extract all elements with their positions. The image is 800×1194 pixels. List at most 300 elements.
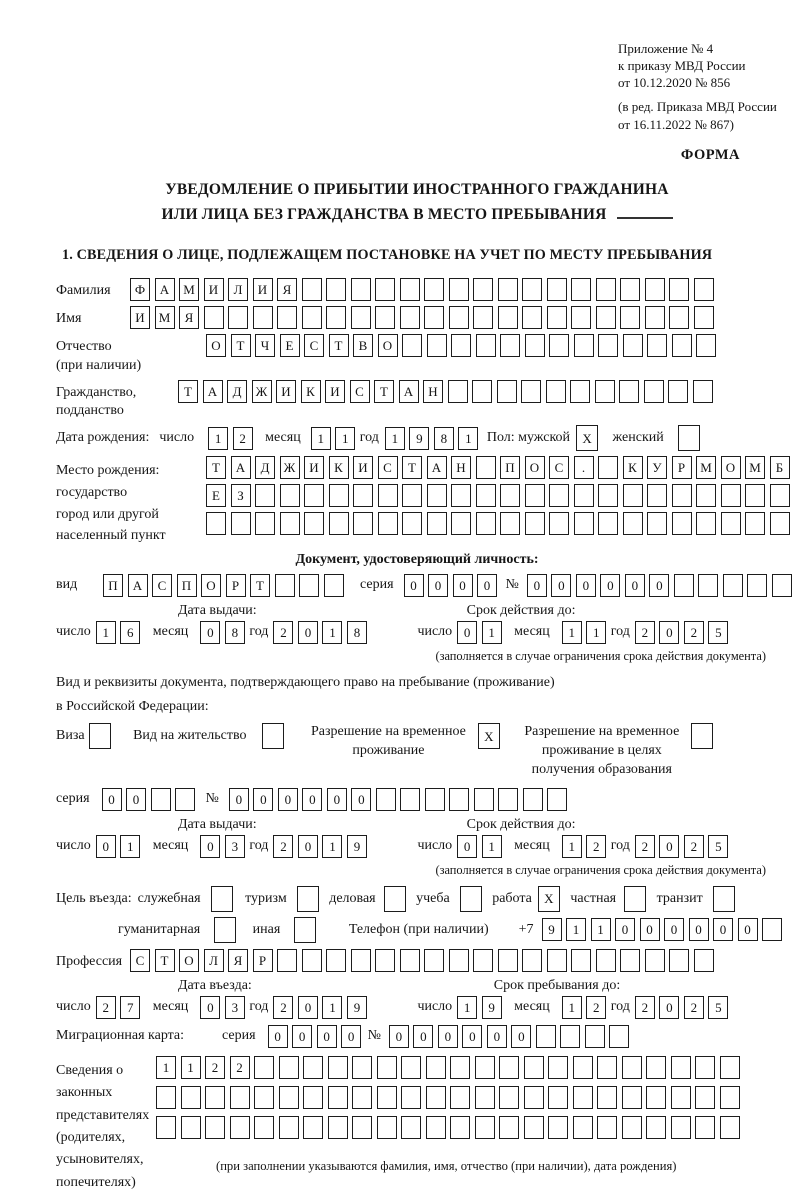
doc-type-cell[interactable]: А [128, 574, 148, 597]
doc-issue-year-cell[interactable]: 0 [298, 621, 318, 644]
representatives-cell[interactable] [352, 1086, 372, 1109]
doc-issue-year-cell[interactable]: 2 [273, 621, 293, 644]
surname-cell[interactable]: Я [277, 278, 297, 301]
birthplace-cell[interactable] [721, 512, 741, 535]
surname-cell[interactable] [571, 278, 591, 301]
birthplace-cell[interactable]: Р [672, 456, 692, 479]
patronymic-cell[interactable] [476, 334, 496, 357]
residence-number-cell[interactable] [498, 788, 518, 811]
birthplace-cell[interactable] [696, 512, 716, 535]
phone-cell[interactable]: 9 [542, 918, 562, 941]
surname-cell[interactable] [547, 278, 567, 301]
doc-type-cell[interactable]: П [177, 574, 197, 597]
doc-issue-year-cell[interactable]: 8 [347, 621, 367, 644]
temp-residence-cell[interactable]: X [478, 723, 500, 749]
citizenship-cell[interactable]: Ж [252, 380, 272, 403]
birthplace-cell[interactable]: А [427, 456, 447, 479]
representatives-cell[interactable] [573, 1086, 593, 1109]
name-cell[interactable] [351, 306, 371, 329]
birthplace-cell[interactable]: М [696, 456, 716, 479]
migration-series-cell[interactable]: 0 [317, 1025, 337, 1048]
surname-cell[interactable]: М [179, 278, 199, 301]
patronymic-cell[interactable] [623, 334, 643, 357]
birthplace-cell[interactable] [476, 456, 496, 479]
citizenship-cell[interactable] [497, 380, 517, 403]
patronymic-cell[interactable] [500, 334, 520, 357]
residence-series-cell[interactable]: 0 [102, 788, 122, 811]
profession-cell[interactable] [375, 949, 395, 972]
doc-number-cell[interactable] [674, 574, 694, 597]
birthplace-cell[interactable] [623, 512, 643, 535]
birthplace-cell[interactable] [696, 484, 716, 507]
surname-cell[interactable]: И [253, 278, 273, 301]
surname-cell[interactable] [424, 278, 444, 301]
visa-cell[interactable] [89, 723, 111, 749]
profession-cell[interactable]: Л [204, 949, 224, 972]
residence-permit-cell[interactable] [262, 723, 284, 749]
name-cell[interactable]: Я [179, 306, 199, 329]
surname-cell[interactable] [326, 278, 346, 301]
representatives-cell[interactable] [695, 1086, 715, 1109]
name-cell[interactable] [596, 306, 616, 329]
representatives-cell[interactable] [401, 1086, 421, 1109]
name-cell[interactable] [645, 306, 665, 329]
patronymic-cell[interactable] [402, 334, 422, 357]
birthplace-cell[interactable] [647, 484, 667, 507]
birthplace-cell[interactable] [500, 484, 520, 507]
birthplace-cell[interactable] [745, 512, 765, 535]
name-cell[interactable] [449, 306, 469, 329]
representatives-cell[interactable] [548, 1116, 568, 1139]
representatives-cell[interactable] [646, 1086, 666, 1109]
residence-valid-year-cell[interactable]: 2 [635, 835, 655, 858]
doc-number-cell[interactable]: 0 [576, 574, 596, 597]
purpose-official-cell[interactable] [211, 886, 233, 912]
birthplace-cell[interactable]: Т [206, 456, 226, 479]
name-cell[interactable] [375, 306, 395, 329]
citizenship-cell[interactable]: К [301, 380, 321, 403]
citizenship-cell[interactable]: С [350, 380, 370, 403]
profession-cell[interactable] [645, 949, 665, 972]
representatives-cell[interactable]: 1 [181, 1056, 201, 1079]
name-cell[interactable] [498, 306, 518, 329]
representatives-cell[interactable] [646, 1056, 666, 1079]
representatives-cell[interactable] [573, 1116, 593, 1139]
entry-year-cell[interactable]: 1 [322, 996, 342, 1019]
birthplace-cell[interactable] [598, 484, 618, 507]
representatives-cell[interactable] [499, 1056, 519, 1079]
profession-cell[interactable] [302, 949, 322, 972]
doc-number-cell[interactable] [747, 574, 767, 597]
doc-series-cell[interactable]: 0 [453, 574, 473, 597]
birthplace-cell[interactable] [574, 512, 594, 535]
representatives-cell[interactable] [597, 1086, 617, 1109]
purpose-work-cell[interactable]: X [538, 886, 560, 912]
birthplace-cell[interactable]: Н [451, 456, 471, 479]
patronymic-cell[interactable]: С [304, 334, 324, 357]
residence-valid-year-cell[interactable]: 5 [708, 835, 728, 858]
doc-number-cell[interactable] [772, 574, 792, 597]
representatives-cell[interactable] [377, 1056, 397, 1079]
birthplace-cell[interactable] [280, 512, 300, 535]
representatives-cell[interactable] [279, 1116, 299, 1139]
birthplace-cell[interactable] [745, 484, 765, 507]
birthplace-cell[interactable] [623, 484, 643, 507]
birthplace-cell[interactable]: Б [770, 456, 790, 479]
residence-number-cell[interactable]: 0 [351, 788, 371, 811]
residence-number-cell[interactable]: 0 [253, 788, 273, 811]
surname-cell[interactable] [473, 278, 493, 301]
citizenship-cell[interactable] [570, 380, 590, 403]
doc-valid-year-cell[interactable]: 0 [659, 621, 679, 644]
stay-year-cell[interactable]: 0 [659, 996, 679, 1019]
citizenship-cell[interactable]: И [276, 380, 296, 403]
birthplace-cell[interactable]: К [329, 456, 349, 479]
citizenship-cell[interactable]: А [203, 380, 223, 403]
surname-cell[interactable]: Л [228, 278, 248, 301]
stay-year-cell[interactable]: 5 [708, 996, 728, 1019]
birthplace-cell[interactable] [574, 484, 594, 507]
patronymic-cell[interactable] [647, 334, 667, 357]
surname-cell[interactable] [645, 278, 665, 301]
representatives-cell[interactable]: 2 [205, 1056, 225, 1079]
doc-valid-year-cell[interactable]: 5 [708, 621, 728, 644]
residence-issue-year-cell[interactable]: 9 [347, 835, 367, 858]
patronymic-cell[interactable] [696, 334, 716, 357]
birthplace-cell[interactable] [451, 484, 471, 507]
birthplace-cell[interactable]: Д [255, 456, 275, 479]
birthplace-cell[interactable]: Ж [280, 456, 300, 479]
phone-cell[interactable]: 0 [640, 918, 660, 941]
sex-male-cell[interactable]: X [576, 425, 598, 451]
surname-cell[interactable] [498, 278, 518, 301]
stay-month-cell[interactable]: 2 [586, 996, 606, 1019]
representatives-cell[interactable] [279, 1056, 299, 1079]
name-cell[interactable] [204, 306, 224, 329]
representatives-cell[interactable] [230, 1116, 250, 1139]
birthdate-year-cell[interactable]: 1 [385, 427, 405, 450]
birthplace-cell[interactable] [525, 512, 545, 535]
phone-cell[interactable]: 0 [615, 918, 635, 941]
patronymic-cell[interactable] [549, 334, 569, 357]
name-cell[interactable] [228, 306, 248, 329]
doc-number-cell[interactable] [698, 574, 718, 597]
surname-cell[interactable] [596, 278, 616, 301]
migration-number-cell[interactable] [536, 1025, 556, 1048]
representatives-cell[interactable] [181, 1086, 201, 1109]
representatives-cell[interactable] [597, 1116, 617, 1139]
representatives-cell[interactable] [352, 1116, 372, 1139]
surname-cell[interactable] [449, 278, 469, 301]
birthplace-cell[interactable] [672, 512, 692, 535]
residence-valid-year-cell[interactable]: 0 [659, 835, 679, 858]
migration-series-cell[interactable]: 0 [341, 1025, 361, 1048]
birthplace-cell[interactable] [598, 456, 618, 479]
surname-cell[interactable]: Ф [130, 278, 150, 301]
representatives-cell[interactable] [254, 1116, 274, 1139]
residence-number-cell[interactable]: 0 [229, 788, 249, 811]
doc-valid-month-cell[interactable]: 1 [586, 621, 606, 644]
surname-cell[interactable] [400, 278, 420, 301]
residence-number-cell[interactable] [425, 788, 445, 811]
birthplace-cell[interactable] [647, 512, 667, 535]
title-blank-field[interactable] [617, 203, 673, 219]
purpose-business-cell[interactable] [384, 886, 406, 912]
residence-valid-day-cell[interactable]: 1 [482, 835, 502, 858]
birthdate-month-cell[interactable]: 1 [335, 427, 355, 450]
stay-year-cell[interactable]: 2 [684, 996, 704, 1019]
profession-cell[interactable] [326, 949, 346, 972]
representatives-cell[interactable] [671, 1056, 691, 1079]
surname-cell[interactable] [669, 278, 689, 301]
representatives-cell[interactable] [475, 1116, 495, 1139]
doc-number-cell[interactable]: 0 [551, 574, 571, 597]
representatives-cell[interactable] [205, 1086, 225, 1109]
representatives-cell[interactable] [475, 1086, 495, 1109]
citizenship-cell[interactable] [546, 380, 566, 403]
citizenship-cell[interactable]: Т [374, 380, 394, 403]
name-cell[interactable] [326, 306, 346, 329]
birthplace-cell[interactable]: С [549, 456, 569, 479]
birthplace-cell[interactable] [231, 512, 251, 535]
phone-cell[interactable]: 0 [689, 918, 709, 941]
profession-cell[interactable]: Р [253, 949, 273, 972]
representatives-cell[interactable] [720, 1116, 740, 1139]
birthplace-cell[interactable]: Т [402, 456, 422, 479]
profession-cell[interactable] [277, 949, 297, 972]
citizenship-cell[interactable] [619, 380, 639, 403]
profession-cell[interactable]: Я [228, 949, 248, 972]
patronymic-cell[interactable] [574, 334, 594, 357]
name-cell[interactable] [620, 306, 640, 329]
residence-number-cell[interactable] [400, 788, 420, 811]
residence-number-cell[interactable] [547, 788, 567, 811]
birthplace-cell[interactable] [721, 484, 741, 507]
birthplace-cell[interactable] [280, 484, 300, 507]
purpose-tourism-cell[interactable] [297, 886, 319, 912]
phone-cell[interactable]: 1 [566, 918, 586, 941]
birthplace-cell[interactable] [476, 512, 496, 535]
citizenship-cell[interactable]: Т [178, 380, 198, 403]
phone-cell[interactable]: 1 [591, 918, 611, 941]
birthplace-cell[interactable]: П [500, 456, 520, 479]
birthplace-cell[interactable] [329, 512, 349, 535]
representatives-cell[interactable] [720, 1086, 740, 1109]
birthplace-cell[interactable] [427, 512, 447, 535]
birthplace-cell[interactable] [402, 484, 422, 507]
phone-cell[interactable] [762, 918, 782, 941]
representatives-cell[interactable] [622, 1056, 642, 1079]
birthplace-cell[interactable]: И [353, 456, 373, 479]
doc-valid-day-cell[interactable]: 0 [457, 621, 477, 644]
profession-cell[interactable] [449, 949, 469, 972]
residence-series-cell[interactable] [151, 788, 171, 811]
citizenship-cell[interactable] [693, 380, 713, 403]
representatives-cell[interactable] [303, 1116, 323, 1139]
birthplace-cell[interactable] [304, 484, 324, 507]
name-cell[interactable] [522, 306, 542, 329]
birthplace-cell[interactable] [304, 512, 324, 535]
surname-cell[interactable] [694, 278, 714, 301]
patronymic-cell[interactable] [427, 334, 447, 357]
profession-cell[interactable] [571, 949, 591, 972]
representatives-cell[interactable] [695, 1056, 715, 1079]
representatives-cell[interactable] [352, 1056, 372, 1079]
birthdate-year-cell[interactable]: 9 [409, 427, 429, 450]
doc-type-cell[interactable]: С [152, 574, 172, 597]
representatives-cell[interactable] [622, 1086, 642, 1109]
doc-series-cell[interactable]: 0 [477, 574, 497, 597]
citizenship-cell[interactable] [448, 380, 468, 403]
representatives-cell[interactable] [720, 1056, 740, 1079]
doc-number-cell[interactable]: 0 [600, 574, 620, 597]
name-cell[interactable] [571, 306, 591, 329]
representatives-cell[interactable] [622, 1116, 642, 1139]
profession-cell[interactable] [424, 949, 444, 972]
birthplace-cell[interactable]: У [647, 456, 667, 479]
residence-series-cell[interactable]: 0 [126, 788, 146, 811]
name-cell[interactable] [694, 306, 714, 329]
representatives-cell[interactable] [328, 1116, 348, 1139]
stay-year-cell[interactable]: 2 [635, 996, 655, 1019]
birthplace-cell[interactable] [378, 512, 398, 535]
citizenship-cell[interactable]: Н [423, 380, 443, 403]
doc-valid-month-cell[interactable]: 1 [562, 621, 582, 644]
birthdate-day-cell[interactable]: 1 [208, 427, 228, 450]
residence-valid-year-cell[interactable]: 2 [684, 835, 704, 858]
purpose-transit-cell[interactable] [713, 886, 735, 912]
doc-valid-year-cell[interactable]: 2 [684, 621, 704, 644]
migration-number-cell[interactable]: 0 [438, 1025, 458, 1048]
profession-cell[interactable] [351, 949, 371, 972]
residence-issue-year-cell[interactable]: 2 [273, 835, 293, 858]
representatives-cell[interactable] [597, 1056, 617, 1079]
doc-issue-month-cell[interactable]: 0 [200, 621, 220, 644]
birthplace-cell[interactable] [427, 484, 447, 507]
migration-number-cell[interactable] [560, 1025, 580, 1048]
citizenship-cell[interactable] [472, 380, 492, 403]
doc-valid-day-cell[interactable]: 1 [482, 621, 502, 644]
representatives-cell[interactable] [401, 1116, 421, 1139]
name-cell[interactable] [277, 306, 297, 329]
patronymic-cell[interactable]: О [378, 334, 398, 357]
representatives-cell[interactable] [156, 1116, 176, 1139]
migration-number-cell[interactable]: 0 [511, 1025, 531, 1048]
migration-number-cell[interactable] [609, 1025, 629, 1048]
stay-day-cell[interactable]: 9 [482, 996, 502, 1019]
doc-type-cell[interactable]: П [103, 574, 123, 597]
birthplace-cell[interactable] [770, 512, 790, 535]
birthplace-cell[interactable] [476, 484, 496, 507]
citizenship-cell[interactable] [595, 380, 615, 403]
doc-issue-day-cell[interactable]: 1 [96, 621, 116, 644]
residence-issue-day-cell[interactable]: 1 [120, 835, 140, 858]
birthplace-cell[interactable]: С [378, 456, 398, 479]
patronymic-cell[interactable] [672, 334, 692, 357]
profession-cell[interactable]: С [130, 949, 150, 972]
residence-issue-month-cell[interactable]: 0 [200, 835, 220, 858]
entry-month-cell[interactable]: 3 [225, 996, 245, 1019]
birthplace-cell[interactable] [451, 512, 471, 535]
representatives-cell[interactable] [671, 1116, 691, 1139]
representatives-cell[interactable] [573, 1056, 593, 1079]
profession-cell[interactable]: Т [155, 949, 175, 972]
birthplace-cell[interactable]: Е [206, 484, 226, 507]
doc-type-cell[interactable]: Р [226, 574, 246, 597]
migration-number-cell[interactable]: 0 [462, 1025, 482, 1048]
birthplace-cell[interactable] [255, 512, 275, 535]
surname-cell[interactable] [302, 278, 322, 301]
residence-issue-year-cell[interactable]: 1 [322, 835, 342, 858]
birthdate-year-cell[interactable]: 1 [458, 427, 478, 450]
doc-issue-year-cell[interactable]: 1 [322, 621, 342, 644]
representatives-cell[interactable]: 1 [156, 1056, 176, 1079]
patronymic-cell[interactable]: Т [231, 334, 251, 357]
doc-type-cell[interactable] [275, 574, 295, 597]
representatives-cell[interactable] [181, 1116, 201, 1139]
profession-cell[interactable] [498, 949, 518, 972]
doc-type-cell[interactable]: О [201, 574, 221, 597]
doc-number-cell[interactable]: 0 [649, 574, 669, 597]
purpose-humanitarian-cell[interactable] [214, 917, 236, 943]
stay-day-cell[interactable]: 1 [457, 996, 477, 1019]
profession-cell[interactable] [522, 949, 542, 972]
residence-valid-month-cell[interactable]: 1 [562, 835, 582, 858]
purpose-private-cell[interactable] [624, 886, 646, 912]
doc-number-cell[interactable]: 0 [527, 574, 547, 597]
surname-cell[interactable]: И [204, 278, 224, 301]
temp-residence-edu-cell[interactable] [691, 723, 713, 749]
representatives-cell[interactable] [426, 1086, 446, 1109]
profession-cell[interactable] [400, 949, 420, 972]
entry-year-cell[interactable]: 2 [273, 996, 293, 1019]
doc-series-cell[interactable]: 0 [428, 574, 448, 597]
surname-cell[interactable] [351, 278, 371, 301]
birthplace-cell[interactable] [770, 484, 790, 507]
representatives-cell[interactable] [205, 1116, 225, 1139]
citizenship-cell[interactable]: И [325, 380, 345, 403]
birthplace-cell[interactable] [329, 484, 349, 507]
citizenship-cell[interactable]: А [399, 380, 419, 403]
name-cell[interactable] [400, 306, 420, 329]
representatives-cell[interactable] [230, 1086, 250, 1109]
patronymic-cell[interactable] [451, 334, 471, 357]
representatives-cell[interactable] [156, 1086, 176, 1109]
birthplace-cell[interactable]: З [231, 484, 251, 507]
birthplace-cell[interactable]: К [623, 456, 643, 479]
representatives-cell[interactable] [279, 1086, 299, 1109]
residence-valid-day-cell[interactable]: 0 [457, 835, 477, 858]
representatives-cell[interactable] [303, 1086, 323, 1109]
birthplace-cell[interactable] [500, 512, 520, 535]
name-cell[interactable]: И [130, 306, 150, 329]
phone-cell[interactable]: 0 [738, 918, 758, 941]
birthdate-month-cell[interactable]: 1 [311, 427, 331, 450]
purpose-study-cell[interactable] [460, 886, 482, 912]
representatives-cell[interactable] [328, 1056, 348, 1079]
entry-day-cell[interactable]: 2 [96, 996, 116, 1019]
surname-cell[interactable]: А [155, 278, 175, 301]
representatives-cell[interactable] [646, 1116, 666, 1139]
sex-female-cell[interactable] [678, 425, 700, 451]
patronymic-cell[interactable]: В [353, 334, 373, 357]
patronymic-cell[interactable]: Ч [255, 334, 275, 357]
birthdate-day-cell[interactable]: 2 [233, 427, 253, 450]
stay-month-cell[interactable]: 1 [562, 996, 582, 1019]
birthplace-cell[interactable]: . [574, 456, 594, 479]
representatives-cell[interactable] [671, 1086, 691, 1109]
residence-number-cell[interactable] [474, 788, 494, 811]
